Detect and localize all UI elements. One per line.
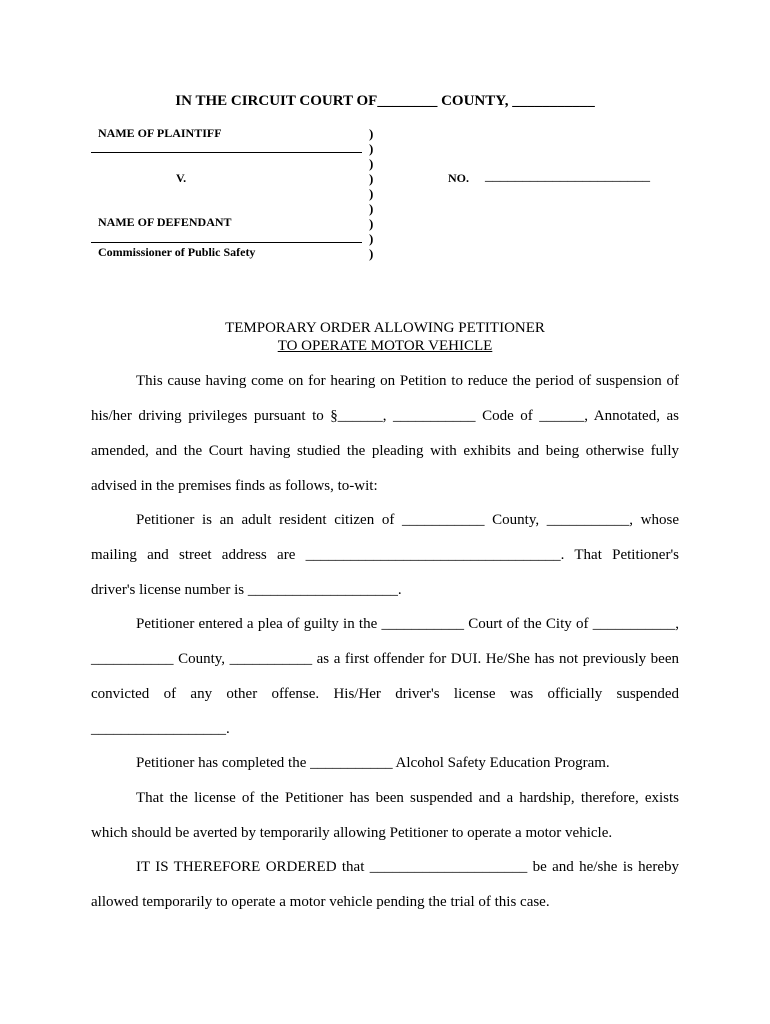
body-line: This cause having come on for hearing on Petition to reduce the period of suspension of [136, 373, 679, 389]
case-number-blank: ______________________ [485, 168, 650, 184]
body-line: advised in the premises finds as follows, to-wit: [91, 478, 378, 494]
body-line: Petitioner entered a plea of guilty in the ___________ Court of the City of ___________, [136, 616, 679, 632]
caption-paren: ) [369, 201, 374, 216]
body-line: Petitioner has completed the ___________ Alcohol Safety Education Program. [136, 755, 610, 771]
body-line: __________________. [91, 721, 230, 737]
plaintiff-label: NAME OF PLAINTIFF [98, 126, 222, 140]
court-title: IN THE CIRCUIT COURT OF________ COUNTY, ___________ [175, 93, 595, 109]
caption-paren: ) [369, 156, 374, 171]
versus-label: V. [176, 171, 187, 185]
caption-paren: ) [369, 231, 374, 246]
body-line: driver's license number is ____________________. [91, 582, 402, 598]
body-line: ___________ County, ___________ as a first offender for DUI. He/She has not previously been [91, 651, 679, 667]
body-line: IT IS THEREFORE ORDERED that _____________________ be and he/she is hereby [136, 859, 679, 875]
defendant-subtitle: Commissioner of Public Safety [98, 245, 256, 259]
body-line: That the license of the Petitioner has been suspended and a hardship, therefore, exists [136, 790, 679, 806]
caption-paren: ) [369, 126, 374, 141]
order-title-underlined: TO OPERATE MOTOR VEHICLE [277, 338, 493, 354]
defendant-label: NAME OF DEFENDANT [98, 215, 232, 229]
body-line: allowed temporarily to operate a motor vehicle pending the trial of this case. [91, 894, 550, 910]
plaintiff-line [91, 152, 362, 153]
body-line: amended, and the Court having studied the pleading with exhibits and being otherwise fully [91, 443, 679, 459]
order-title-line2 [0, 338, 770, 355]
defendant-line [91, 242, 362, 243]
body-line: convicted of any other offense. His/Her driver's license was officially suspended [91, 686, 679, 702]
body-line: which should be averted by temporarily allowing Petitioner to operate a motor vehicle. [91, 825, 613, 841]
caption-paren: ) [369, 171, 374, 186]
body-line: Petitioner is an adult resident citizen of ___________ County, ___________, whose [136, 512, 679, 528]
caption-paren: ) [369, 141, 374, 156]
caption-paren: ) [369, 186, 374, 201]
caption-paren: ) [369, 216, 374, 231]
caption-paren: ) [369, 246, 374, 261]
case-number-label: NO. [448, 171, 469, 185]
body-line: his/her driving privileges pursuant to §______, ___________ Code of ______, Annotated, as [91, 408, 679, 424]
body-line: mailing and street address are __________________________________. That Petitioner's [91, 547, 679, 563]
order-title-line1: TEMPORARY ORDER ALLOWING PETITIONER [225, 320, 545, 336]
